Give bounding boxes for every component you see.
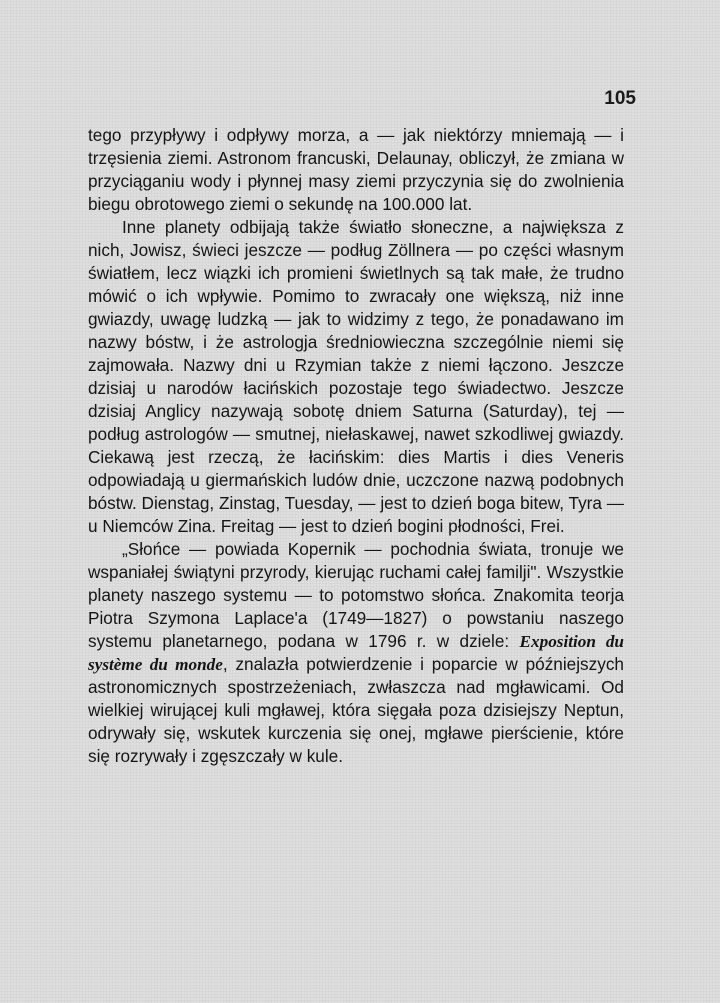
book-title-italic: Exposition du système du monde: [88, 632, 624, 674]
paragraph-3-before: „Słońce — powiada Kopernik — pochodnia świata, tronuje we wspaniałej świątyni przyrody, kierując ruchami całej familji". Wszystkie planety naszego systemu — to potomstwo słońca. Znakomita teorja Piotra Szymona Laplace'a (1749—1827) o powstaniu naszego systemu planetarnego, podana w 1796 r. w dziele:: [88, 539, 624, 651]
page-number: 105: [604, 88, 636, 109]
body-text: [88, 124, 624, 768]
paragraph-2: Inne planety odbijają także światło słoneczne, a największa z nich, Jowisz, świeci jeszcze — podług Zöllnera — po części własnym światłem, lecz wiązki ich promieni świetlnych są tak małe, że trudno mówić o ich wpływie. Pomimo to zwracały one większą, niż inne gwiazdy, uwagę ludzką — jak to widzimy z tego, że ponadawano im nazwy bóstw, i że astrologja średniowieczna szczególnie niemi się zajmowała. Nazwy dni u Rzymian także z niemi łączono. Jeszcze dzisiaj u narodów łacińskich pozostaje tego świadectwo. Jeszcze dzisiaj Anglicy nazywają sobotę dniem Saturna (Saturday), tej — podług astrologów — smutnej, niełaskawej, nawet szkodliwej gwiazdy. Ciekawą jest rzeczą, że łacińskim: dies Martis i dies Veneris odpowiadają u giermańskich ludów dnie, uczczone nazwą podobnych bóstw. Dienstag, Zinstag, Tuesday, — jest to dzień boga bitew, Tyra — u Niemców Zina. Freitag — jest to dzień bogini płodności, Frei.: [88, 217, 624, 536]
paragraph-3: [88, 538, 624, 768]
paragraph-3-after: , znalazła potwierdzenie i poparcie w późniejszych astronomicznych spostrzeżeniach, zwłaszcza nad mgławicami. Od wielkiej wirującej kuli mgławej, która sięgała poza dzisiejszy Neptun, odrywały się, wskutek kurczenia się onej, mgławe pierścienie, które się rozrywały i zgęszczały w kule.: [88, 654, 624, 766]
paragraph-1: tego przypływy i odpływy morza, a — jak niektórzy mniemają — i trzęsienia ziemi. Astronom francuski, Delaunay, obliczył, że zmiana w przyciąganiu wody i płynnej masy ziemi przyczynia się do zwolnienia biegu obrotowego ziemi o sekundę na 100.000 lat.: [88, 125, 624, 214]
